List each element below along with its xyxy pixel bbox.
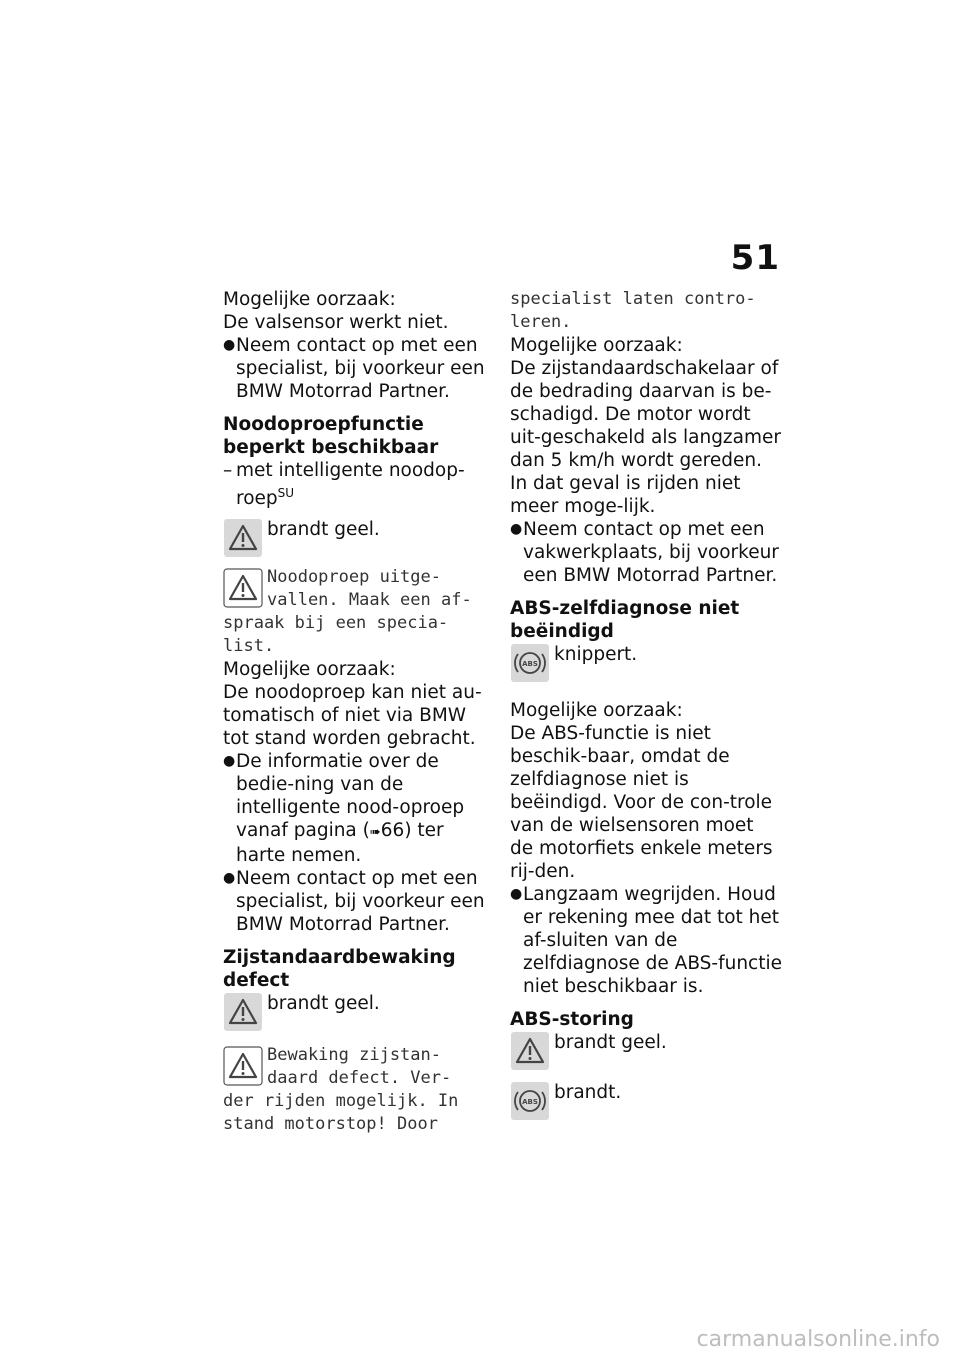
cause-label: Mogelijke oorzaak: — [510, 335, 683, 356]
page-ref-arrow-icon: ➠ — [369, 825, 381, 841]
bullet-icon: ● — [223, 870, 236, 887]
section-heading: Noodoproepfunctie beperkt beschikbaar — [223, 414, 439, 458]
list-item: ● Neem contact op met een specialist, bij voorkeur een BMW Motorrad Partner. — [223, 868, 485, 936]
bullet-icon: ● — [510, 886, 523, 902]
equipment-marker: SU — [277, 486, 295, 500]
section-heading: Zijstandaardbewaking defect — [223, 947, 456, 992]
indicator-row — [510, 1081, 782, 1121]
abs-light-icon — [510, 1081, 550, 1121]
dash-icon: – — [223, 460, 233, 481]
indicator-text: brandt geel. — [267, 519, 380, 541]
display-message: Bewaking zijstan- daard defect. Ver- der rijden mogelijk. In stand motorstop! Door — [223, 1045, 459, 1135]
warning-light-icon — [510, 1031, 550, 1071]
cause-text: De ABS-functie is niet beschik-baar, omdat de zelfdiagnose niet is beëindigd. Voor de con-trole van de wielsensoren moet de motorfiets enkele meters rij-den. — [510, 723, 773, 882]
abs-light-icon — [510, 643, 550, 683]
cause-label: Mogelijke oorzaak: — [223, 289, 396, 310]
indicator-text: brandt. — [554, 1082, 622, 1103]
indicator-row — [223, 992, 495, 1032]
indicator-text: brandt geel. — [554, 1032, 667, 1053]
list-item: ● Langzaam wegrijden. Houd er rekening mee dat tot het af-sluiten van de zelfdiagnose de ABS-functie niet beschikbaar is. — [510, 884, 783, 997]
right-column: specialist laten contro- leren. Mogelijke oorzaak: De zijstandaardschakelaar of de bedrading daarvan is be-schadigd. De motor wordt uit-geschakeld als langzamer dan 5 km/h wordt gereden. In dat geval is rijden niet meer moge-lijk. ● Neem contact op met een vakwerkplaats, bij voorkeur een BMW Motorrad Partner. ABS-zelfdiagnose niet beëindigd ABS knippert. Mogelijke oorzaak: De ABS-functie is niet beschik-baar, omdat de zelfdiagnose niet is beëindigd. Voor de con-trole van de wielsensoren moet de motorfiets enkele meters rij-den. ● Langzaam wegrijden. Houd er rekening mee dat tot het af-sluiten van de zelfdiagnose de ABS-functie niet beschikbaar is. ABS-storing brandt geel. ABS brandt. — [510, 288, 782, 1121]
svg-text:ABS: ABS — [522, 1098, 538, 1106]
bullet-icon: ● — [223, 753, 236, 770]
indicator-row — [510, 643, 782, 683]
indicator-row — [510, 1031, 782, 1071]
warning-message-icon — [223, 1046, 263, 1086]
section-heading: ABS-storing — [510, 1009, 634, 1030]
cause-text: De valsensor werkt niet. — [223, 312, 449, 333]
list-item: ● Neem contact op met een specialist, bij voorkeur een BMW Motorrad Partner. — [223, 335, 485, 402]
list-item: ● De informatie over de bedie-ning van de intelligente nood-oproep vanaf pagina (➠66) ter harte nemen. — [223, 751, 465, 867]
page-number: 51 — [730, 238, 780, 278]
bullet-icon: ● — [223, 337, 236, 353]
list-item: – met intelligente noodop-roep$^{SU}$ — [223, 460, 465, 510]
svg-text:ABS: ABS — [522, 660, 538, 668]
warning-light-icon — [223, 992, 263, 1032]
warning-light-icon — [223, 518, 263, 558]
list-item: ● Neem contact op met een vakwerkplaats, bij voorkeur een BMW Motorrad Partner. — [510, 519, 779, 586]
indicator-text: brandt geel. — [267, 993, 380, 1015]
watermark-footer: carmanualsonline.info — [696, 1327, 940, 1352]
left-column — [223, 288, 495, 1136]
section-heading: ABS-zelfdiagnose niet beëindigd — [510, 598, 740, 642]
cause-text: De noodoproep kan niet au-tomatisch of niet via BMW tot stand worden gebracht. — [223, 682, 482, 750]
page-reference-link[interactable]: 66 — [380, 820, 405, 842]
cause-text: De zijstandaardschakelaar of de bedrading daarvan is be-schadigd. De motor wordt uit-geschakeld als langzamer dan 5 km/h wordt gereden. In dat geval is rijden niet meer moge-lijk. — [510, 358, 781, 517]
warning-message-icon — [223, 568, 263, 608]
indicator-text: knippert. — [554, 644, 638, 665]
cause-label: Mogelijke oorzaak: — [510, 700, 683, 721]
display-message: Noodoproep uitge- vallen. Maak een af- spraak bij een specia- list. — [223, 567, 472, 657]
indicator-row — [223, 518, 495, 558]
bullet-icon: ● — [510, 521, 523, 537]
cause-label: Mogelijke oorzaak: — [223, 659, 396, 681]
display-message-continued: specialist laten contro- — [510, 289, 756, 309]
